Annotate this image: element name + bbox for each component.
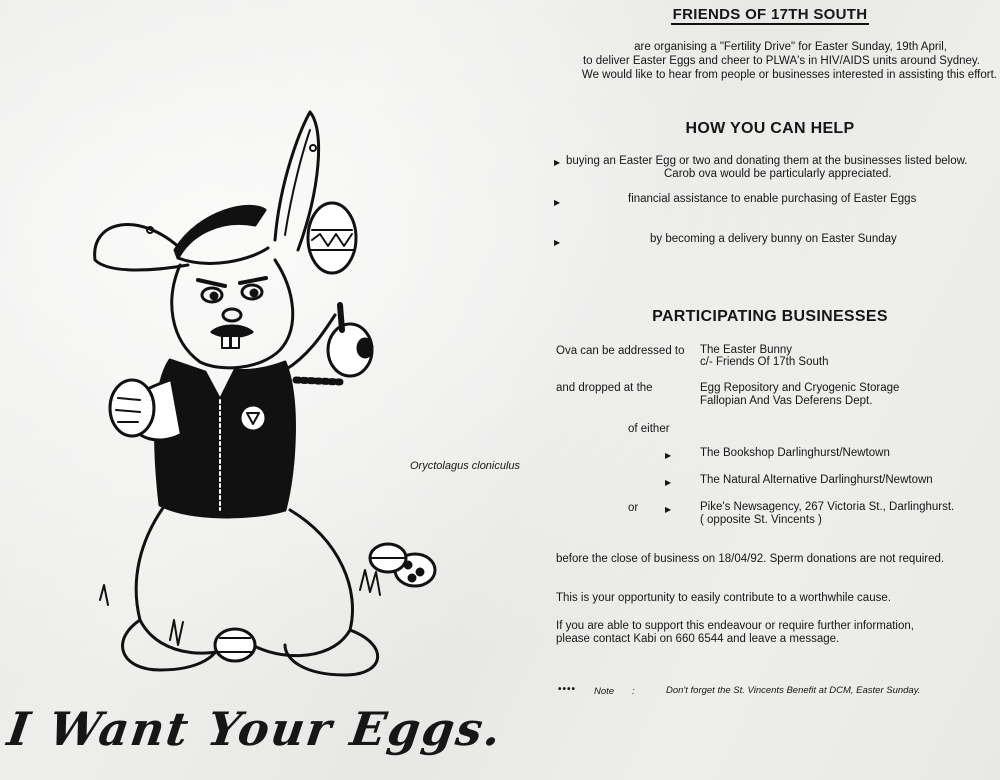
- page-title: [540, 6, 1000, 23]
- head-outline: [172, 260, 293, 368]
- species-label: Oryctolagus cloniculus: [410, 460, 521, 472]
- note-marker: ••••: [558, 684, 577, 695]
- deadline-date: 18/04/92.: [718, 553, 767, 565]
- contact-text: please contact Kabi on 660 6544 and leave a message.: [556, 633, 840, 645]
- leather-jacket: [156, 360, 295, 517]
- help-item-text: Carob ova would be particularly appreciated.: [664, 168, 892, 180]
- help-item-text: financial assistance to enable purchasing of Easter Eggs: [628, 193, 917, 205]
- bullet-triangle-icon: ▶: [665, 478, 672, 487]
- ground-egg: [215, 629, 255, 661]
- jacket-badge: [240, 405, 266, 431]
- location-name: The Bookshop Darlinghurst/Newtown: [700, 447, 890, 459]
- ear-ring: [310, 145, 316, 151]
- businesses-heading: PARTICIPATING BUSINESSES: [652, 308, 888, 325]
- note-text: Don't forget the St. Vincents Benefit at DCM, Easter Sunday.: [666, 685, 921, 696]
- bunny-illustration: [70, 100, 490, 690]
- address-line: The Easter Bunny: [700, 344, 793, 356]
- intro-line: are organising a "Fertility Drive" for Easter Sunday, 19th April,: [634, 41, 947, 53]
- intro-paragraph: [548, 40, 1000, 82]
- info-panel: [540, 0, 1000, 780]
- note-label: Note: [594, 686, 615, 697]
- opportunity-text: This is your opportunity to easily contribute to a worthwhile cause.: [556, 592, 891, 604]
- help-item-text: by becoming a delivery bunny on Easter Sunday: [650, 233, 897, 245]
- address-line: c/- Friends Of 17th South: [700, 356, 829, 368]
- deadline-line: [556, 552, 944, 566]
- help-item-text: buying an Easter Egg or two and donating them at the businesses listed below.: [566, 155, 968, 167]
- dropped-line: Egg Repository and Cryogenic Storage: [700, 382, 900, 394]
- help-heading: HOW YOU CAN HELP: [685, 120, 855, 137]
- dropped-label: and dropped at the: [556, 382, 653, 394]
- deadline-prefix: before the close of business on: [556, 553, 716, 565]
- bullet-triangle-icon: ▶: [554, 158, 561, 167]
- page-title-text: FRIENDS OF 17TH SOUTH: [672, 6, 868, 23]
- deadline-suffix: Sperm donations are not required.: [769, 553, 945, 565]
- location-name: Pike's Newsagency, 267 Victoria St., Darlinghurst.: [700, 501, 955, 513]
- or-label: or: [628, 502, 639, 514]
- contact-text: If you are able to support this endeavour or require further information,: [556, 620, 914, 632]
- dropped-line: Fallopian And Vas Deferens Dept.: [700, 395, 873, 407]
- left-ear-outline: [95, 225, 188, 270]
- note-colon: :: [632, 686, 635, 697]
- bullet-triangle-icon: ▶: [665, 505, 672, 514]
- address-label: Ova can be addressed to: [556, 345, 685, 357]
- location-note: ( opposite St. Vincents ): [700, 514, 822, 526]
- either-label: of either: [628, 423, 670, 435]
- slogan: I Want Your Eggs.: [4, 702, 507, 756]
- bullet-triangle-icon: ▶: [554, 198, 561, 207]
- intro-line: to deliver Easter Eggs and cheer to PLWA's in HIV/AIDS units around Sydney.: [582, 55, 980, 67]
- location-name: The Natural Alternative Darlinghurst/Newtown: [700, 474, 933, 486]
- pointing-hand: [110, 380, 154, 436]
- bullet-triangle-icon: ▶: [665, 451, 672, 460]
- bullet-triangle-icon: ▶: [554, 238, 561, 247]
- intro-line: We would like to hear from people or businesses interested in assisting this effort.: [581, 69, 997, 81]
